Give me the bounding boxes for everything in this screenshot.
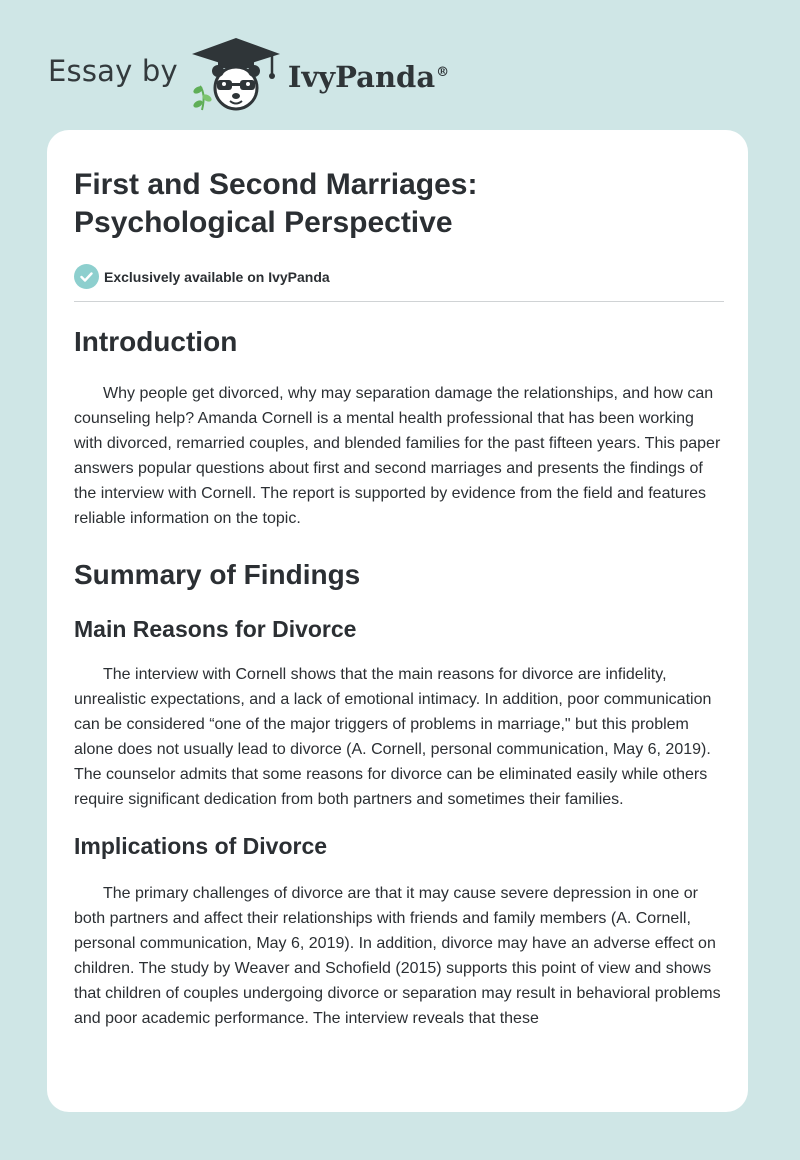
introduction-heading: Introduction — [74, 326, 238, 357]
brand-name[interactable]: IvyPanda® — [287, 60, 450, 94]
exclusive-badge-text: Exclusively available on IvyPanda — [104, 268, 330, 285]
main-reasons-paragraph: The interview with Cornell shows that the main reasons for divorce are infidelity, unrealistic expectations, and a lack of emotional intimacy. In addition, poor communication can be considered “one of the major triggers of problems in marriage," but this problem alone does not usually lead to divorce (A. Cornell, personal communication, May 6, 2019). The counselor admits that some reasons for divorce can be eliminated easily while others require significant dedication from both partners and sometimes their families. — [74, 666, 712, 808]
title-divider — [74, 301, 724, 302]
ivypanda-panda-icon[interactable] — [188, 34, 284, 114]
exclusive-badge — [74, 264, 724, 289]
registered-mark: ® — [436, 65, 450, 81]
site-header — [48, 34, 449, 114]
summary-heading: Summary of Findings — [74, 559, 361, 590]
essay-card — [47, 130, 748, 1112]
main-reasons-heading: Main Reasons for Divorce — [74, 616, 357, 642]
introduction-paragraph: Why people get divorced, why may separation damage the relationships, and how can counseling help? Amanda Cornell is a mental health professional that has been working with divorced, remarried couples, and blended families for the past fifteen years. This paper answers popular questions about first and second marriages and presents the findings of the interview with Cornell. The report is supported by evidence from the field and features reliable information on the topic. — [74, 385, 721, 527]
implications-heading: Implications of Divorce — [74, 833, 328, 859]
title-line-2: Psychological Perspective — [74, 206, 453, 239]
title-line-1: First and Second Marriages: — [74, 168, 478, 201]
check-icon — [74, 264, 99, 289]
essay-by-label: Essay by — [48, 54, 178, 88]
essay-content — [74, 166, 724, 1031]
essay-title — [74, 166, 724, 242]
implications-paragraph: The primary challenges of divorce are that it may cause severe depression in one or both partners and affect their relationships with friends and family members (A. Cornell, personal communication, May 6, 2019). In addition, divorce may have an adverse effect on children. The study by Weaver and Schofield (2015) supports this point of view and shows that children of couples undergoing divorce or separation may result in behavioral problems and poor academic performance. The interview reveals that these — [74, 885, 721, 1027]
